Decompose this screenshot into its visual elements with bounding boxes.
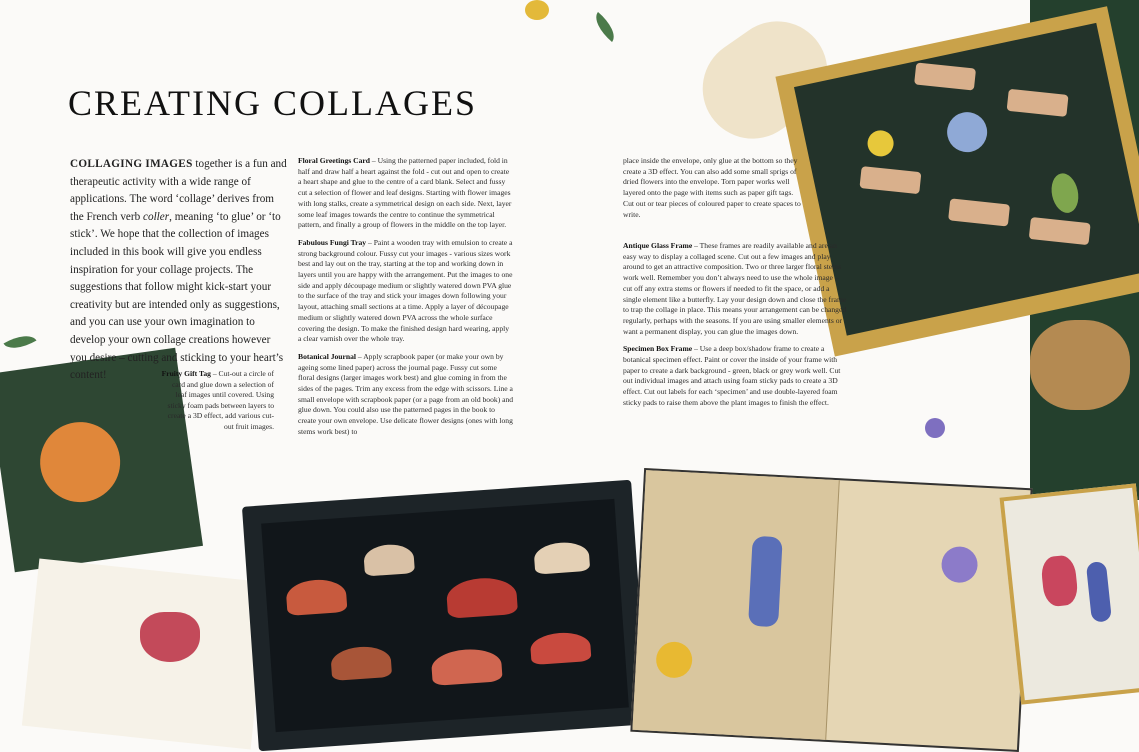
intro-lead: COLLAGING IMAGES — [70, 158, 193, 170]
intro-italic: coller — [143, 210, 170, 223]
fungi-tray-photo — [242, 480, 648, 752]
fungi-tray-paragraph — [298, 238, 514, 345]
intro-text-2: , meaning ‘to glue’ or ‘to stick’. We hope that the collection of images included in this book will give you endless inspiration for your collage projects. The suggestions that follow might kick-start your creativity but are intended only as suggestions, and you can use your own imagination to develop your own collage creations however you desire – cutting and sticking to your heart’s content! — [70, 210, 284, 382]
specimen-box-frame-paragraph — [623, 344, 849, 408]
heart-card-decoration — [140, 612, 200, 662]
section-heading: Botanical Journal — [298, 351, 357, 361]
twine-spool-decoration — [1030, 320, 1130, 410]
fruity-gift-tag-paragraph — [160, 369, 274, 433]
section-text: – Use a deep box/shadow frame to create a botanical specimen effect. Paint or cover the inside of your frame with paper to create a dark background - green, black or grey work well. Cut out individual images and attach using foam sticky pads to create a 3D effect. Cut out labels for each ‘specimen’ and use double-layered foam sticky pads to raise them above the plant images to finish the effect. — [623, 344, 841, 407]
section-heading: Floral Greetings Card — [298, 156, 370, 165]
leaf-decoration — [589, 12, 621, 42]
greetings-card-photo — [22, 558, 268, 749]
section-heading: Fabulous Fungi Tray — [298, 237, 367, 247]
flower-decoration — [525, 0, 549, 20]
section-text: – Apply scrapbook paper (or make your own by ageing some lined paper) across the journal page. Fussy cut some floral designs (larger images work best) and glue coming in from the sides of the pages. Trim any excess from the edge with scissors. Line a small envelope with scrapbook paper (or a page from an old book) and glue down. You could also use the patterned pages in the book to create your own envelope. Use delicate flower designs (ones with long stems work best) to — [298, 351, 514, 436]
column-3 — [623, 241, 849, 416]
section-heading: Antique Glass Frame — [623, 241, 693, 250]
flower-decoration — [925, 418, 945, 438]
column-2 — [298, 156, 514, 445]
section-text: – Paint a wooden tray with emulsion to create a strong background colour. Fussy cut your images - various sizes work best and lay out on the tray, starting at the top and working down in layers until you are happy with the arrangement. Put the images to one side and apply découpage medium or slightly watered down PVA glue to the surface of the tray and stick your images down following your layout, attaching small sections at a time. Apply a layer of découpage medium or slightly watered down PVA across the whole surface covering the design. To make the finished design hard wearing, apply a clear varnish over the whole tray. — [298, 237, 513, 344]
fruity-heading: Fruity Gift Tag — [161, 369, 211, 378]
continuation-text: place inside the envelope, only glue at the bottom so they create a 3D effect. You can also add some small sprigs of dried flowers into the envelope. Torn paper works well layered onto the page with items such as paper gift tags. Cut out or tear pieces of coloured paper to create spaces to write. — [623, 156, 801, 219]
page-title: CREATING COLLAGES — [68, 83, 477, 123]
section-text: – These frames are readily available and are an easy way to display a collaged scene. Cut out a few images and play around to get an attractive composition. Two or three larger floral stems work well. Remember you don’t always need to use the whole image – cut off any extra stems or flowers if needed to fit the space, or add a single element like a butterfly. Lay your design down and close the frame to trap the collage in place. This means your arrangement can be changed regularly, perhaps with the seasons. If you are using smaller elements or want a permanent display, you can glue the images down. — [623, 241, 847, 336]
section-text: – Using the patterned paper included, fold in half and draw half a heart against the fold - cut out and open to create a heart shape and glue to the centre of a card blank. Select and fussy cut a selection of flower and leaf designs. Starting with flower images with long stalks, create a symmetrical design on each side. Next, layer some leaf images towards the centre to continue the symmetrical pattern, and finally a group of flowers in the middle on the top layer. — [298, 156, 512, 230]
intro-text-1: together is a fun and therapeutic activity with a wide range of applications. The word ‘collage’ derives from the French verb — [70, 158, 287, 223]
fruity-text: – Cut-out a circle of card and glue down a selection of leaf images until covered. Using sticky foam pads between layers to create a 3D effect, add various cut-out fruit images. — [167, 369, 274, 431]
antique-glass-frame-paragraph — [623, 241, 849, 337]
floral-greetings-paragraph — [298, 156, 514, 231]
section-heading: Specimen Box Frame — [623, 344, 693, 354]
column-3-continuation — [623, 156, 803, 227]
intro-paragraph — [70, 156, 288, 385]
antique-glass-frame-photo — [1000, 483, 1139, 704]
leaf-decoration — [4, 328, 37, 355]
botanical-journal-photo — [630, 468, 1032, 752]
botanical-journal-paragraph — [298, 352, 514, 438]
